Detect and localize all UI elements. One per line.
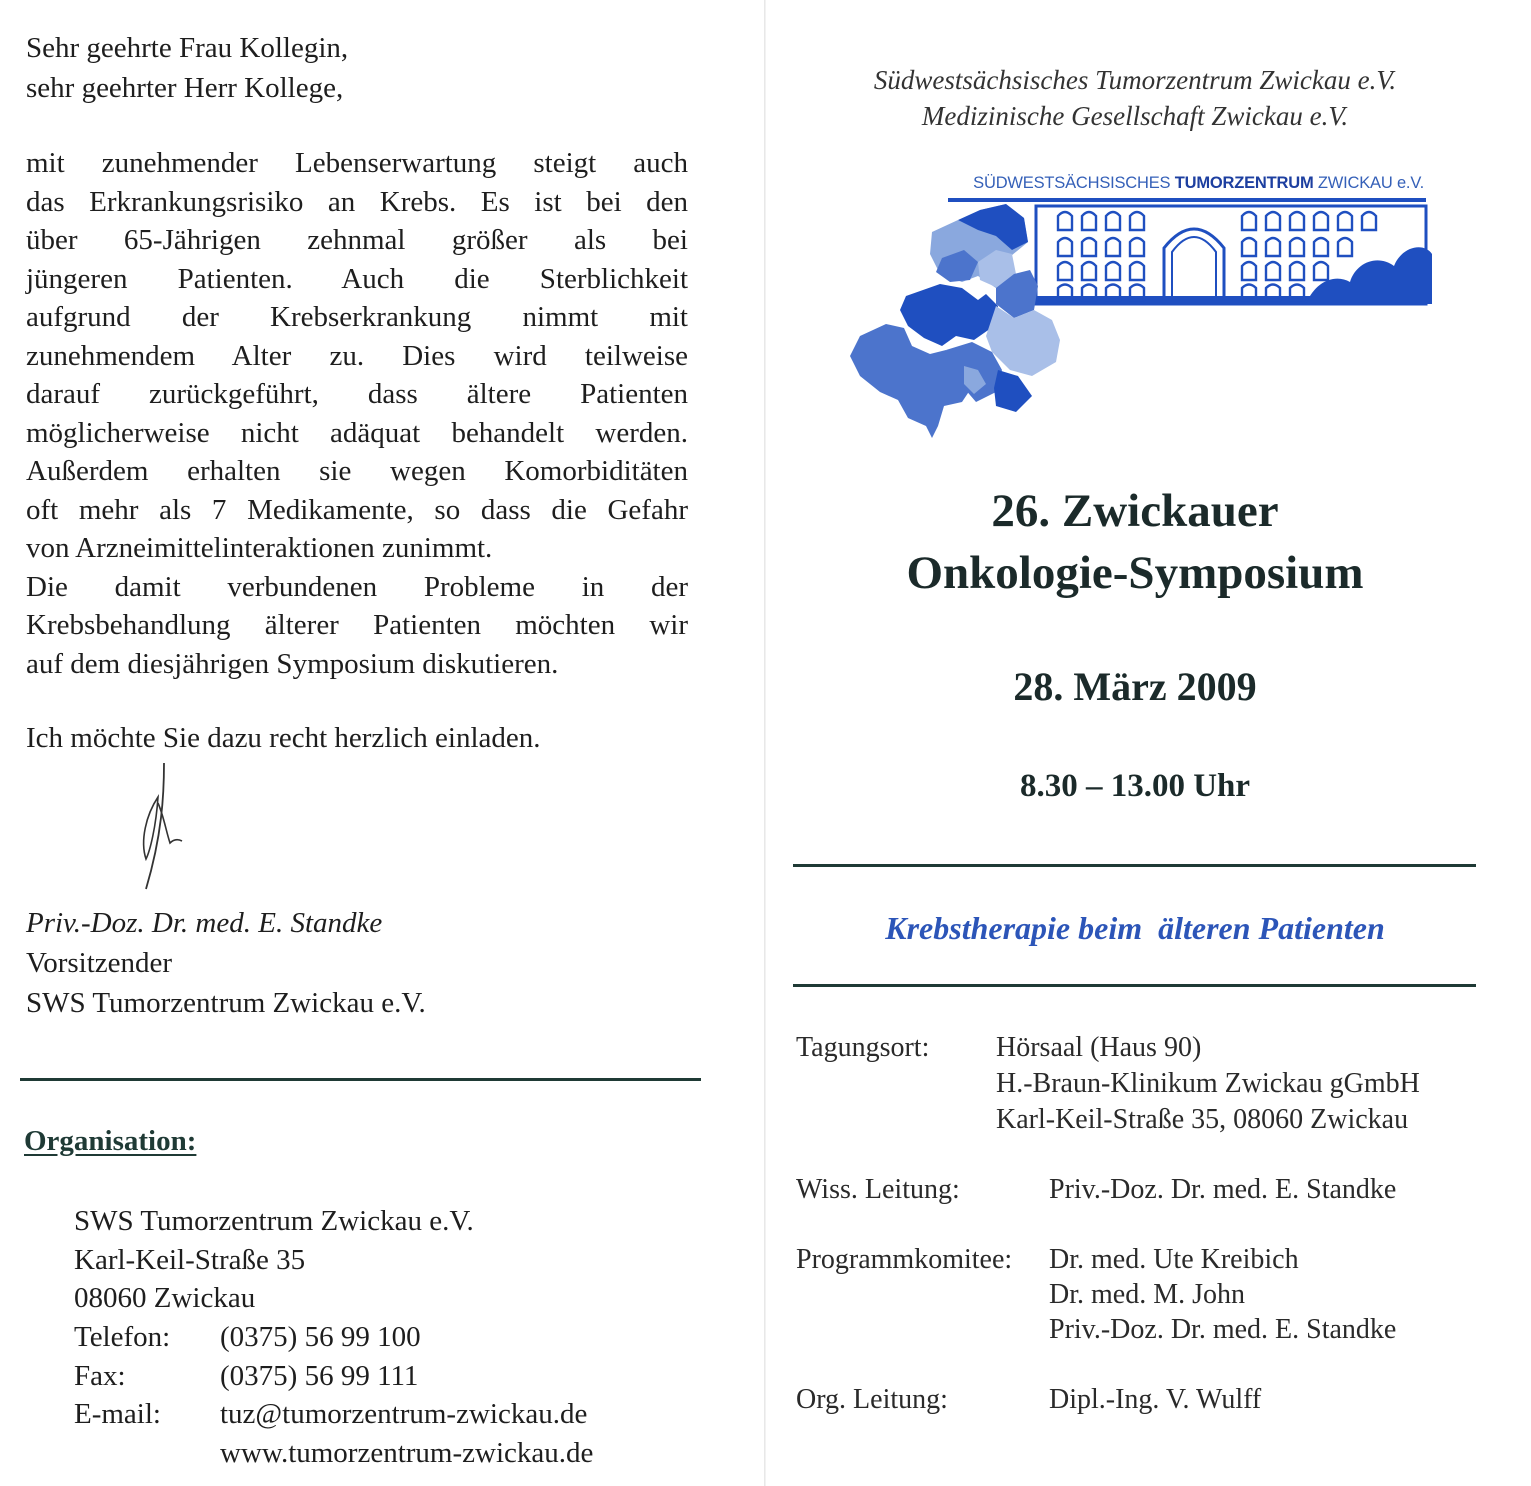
contact-label: Fax: bbox=[74, 1359, 126, 1392]
contact-label: E-mail: bbox=[74, 1398, 161, 1430]
event-title-line: 26. Zwickauer bbox=[991, 485, 1279, 537]
letter-line: das Erkrankungsrisiko an Krebs. Es ist bei den bbox=[26, 185, 688, 218]
event-title-line: Onkologie-Symposium bbox=[906, 547, 1364, 599]
event-time: 8.30 – 13.00 Uhr bbox=[1019, 768, 1251, 804]
letter-line: aufgrund der Krebserkrankung nimmt mit bbox=[26, 301, 688, 333]
venue-line: Karl-Keil-Straße 35, 08060 Zwickau bbox=[996, 1104, 1409, 1135]
society-name: Südwestsächsisches Tumorzentrum Zwickau e.V. bbox=[873, 65, 1397, 95]
event-title bbox=[770, 480, 1500, 604]
org-lead-value: Dipl.-Ing. V. Wulff bbox=[1049, 1384, 1262, 1415]
committee-member: Dr. med. M. John bbox=[1049, 1279, 1245, 1310]
logo-text-suffix: ZWICKAU e.V. bbox=[1317, 174, 1424, 192]
letter-line: mit zunehmender Lebenserwartung steigt auch bbox=[26, 147, 688, 179]
letter-line: möglicherweise nicht adäquat behandelt werden. bbox=[26, 416, 688, 449]
phone-number: (0375) 56 99 100 bbox=[220, 1321, 421, 1353]
contact-row bbox=[74, 1318, 593, 1357]
contact-row bbox=[74, 1395, 593, 1434]
event-topic: Krebstherapie beim älteren Patienten bbox=[885, 910, 1385, 946]
logo-text-bold: TUMORZENTRUM bbox=[1174, 174, 1314, 192]
divider bbox=[20, 1078, 701, 1081]
signatory-organization: SWS Tumorzentrum Zwickau e.V. bbox=[26, 987, 426, 1019]
letter-line: über 65-Jährigen zehnmal größer als bei bbox=[26, 224, 688, 256]
letter-line: Außerdem erhalten sie wegen Komorbiditäten bbox=[26, 455, 688, 487]
letter-line: darauf zurückgeführt, dass ältere Patienten bbox=[26, 378, 688, 410]
scientific-lead-label: Wiss. Leitung: bbox=[796, 1174, 960, 1205]
committee-member: Priv.-Doz. Dr. med. E. Standke bbox=[1049, 1314, 1397, 1345]
committee-members bbox=[1049, 1242, 1396, 1347]
committee-member: Dr. med. Ute Kreibich bbox=[1049, 1244, 1299, 1275]
letter-body bbox=[26, 144, 688, 683]
letter-line: zunehmendem Alter zu. Dies wird teilweise bbox=[26, 339, 688, 372]
letter-line: auf dem diesjährigen Symposium diskutieren. bbox=[26, 647, 559, 680]
hosting-societies bbox=[770, 62, 1500, 134]
address-line: Karl-Keil-Straße 35 bbox=[74, 1243, 306, 1276]
logo-text-prefix: SÜDWESTSÄCHSISCHES bbox=[973, 174, 1171, 192]
contact-row bbox=[74, 1434, 593, 1473]
contact-row bbox=[74, 1357, 593, 1396]
divider bbox=[793, 864, 1476, 867]
venue-line: Hörsaal (Haus 90) bbox=[996, 1032, 1202, 1063]
scientific-lead-value: Priv.-Doz. Dr. med. E. Standke bbox=[1049, 1174, 1397, 1205]
address-line: SWS Tumorzentrum Zwickau e.V. bbox=[74, 1205, 474, 1237]
venue-line: H.-Braun-Klinikum Zwickau gGmbH bbox=[996, 1068, 1420, 1099]
fax-number: (0375) 56 99 111 bbox=[220, 1359, 419, 1392]
committee-label: Programmkomitee: bbox=[796, 1244, 1013, 1275]
letter-line: oft mehr als 7 Medikamente, so dass die Gefahr bbox=[26, 493, 688, 526]
letter-line: Die damit verbundenen Probleme in der bbox=[26, 570, 688, 603]
contact-label: Telefon: bbox=[74, 1321, 171, 1353]
society-name: Medizinische Gesellschaft Zwickau e.V. bbox=[921, 101, 1349, 131]
letter-line: jüngeren Patienten. Auch die Sterblichkeit bbox=[26, 262, 688, 295]
contact-label bbox=[74, 1434, 220, 1473]
salutation-line: sehr geehrter Herr Kollege, bbox=[26, 72, 344, 104]
invitation-sentence: Ich möchte Sie dazu recht herzlich einladen. bbox=[26, 722, 541, 754]
email-address: tuz@tumorzentrum-zwickau.de bbox=[220, 1398, 588, 1430]
venue-label: Tagungsort: bbox=[796, 1032, 930, 1063]
handwritten-signature bbox=[120, 755, 210, 895]
salutation bbox=[26, 28, 348, 108]
logo-wordmark bbox=[948, 174, 1424, 193]
event-date: 28. März 2009 bbox=[1013, 664, 1257, 709]
address-line: 08060 Zwickau bbox=[74, 1282, 256, 1314]
divider bbox=[793, 984, 1476, 987]
org-lead-label: Org. Leitung: bbox=[796, 1384, 948, 1415]
venue-details bbox=[996, 1030, 1420, 1138]
organisation-address bbox=[74, 1202, 474, 1318]
organisation-heading: Organisation: bbox=[24, 1125, 197, 1157]
signatory-name: Priv.-Doz. Dr. med. E. Standke bbox=[26, 907, 383, 939]
signatory-role: Vorsitzender bbox=[26, 947, 173, 979]
letter-line: von Arzneimittelinteraktionen zunimmt. bbox=[26, 532, 493, 564]
fold-line bbox=[764, 0, 766, 1486]
tumorzentrum-logo bbox=[846, 170, 1436, 442]
salutation-line: Sehr geehrte Frau Kollegin, bbox=[26, 32, 349, 64]
contact-table bbox=[74, 1318, 593, 1472]
website-address: www.tumorzentrum-zwickau.de bbox=[220, 1436, 594, 1469]
letter-line: Krebsbehandlung älterer Patienten möchten wir bbox=[26, 609, 688, 641]
signature-block bbox=[26, 903, 426, 1023]
